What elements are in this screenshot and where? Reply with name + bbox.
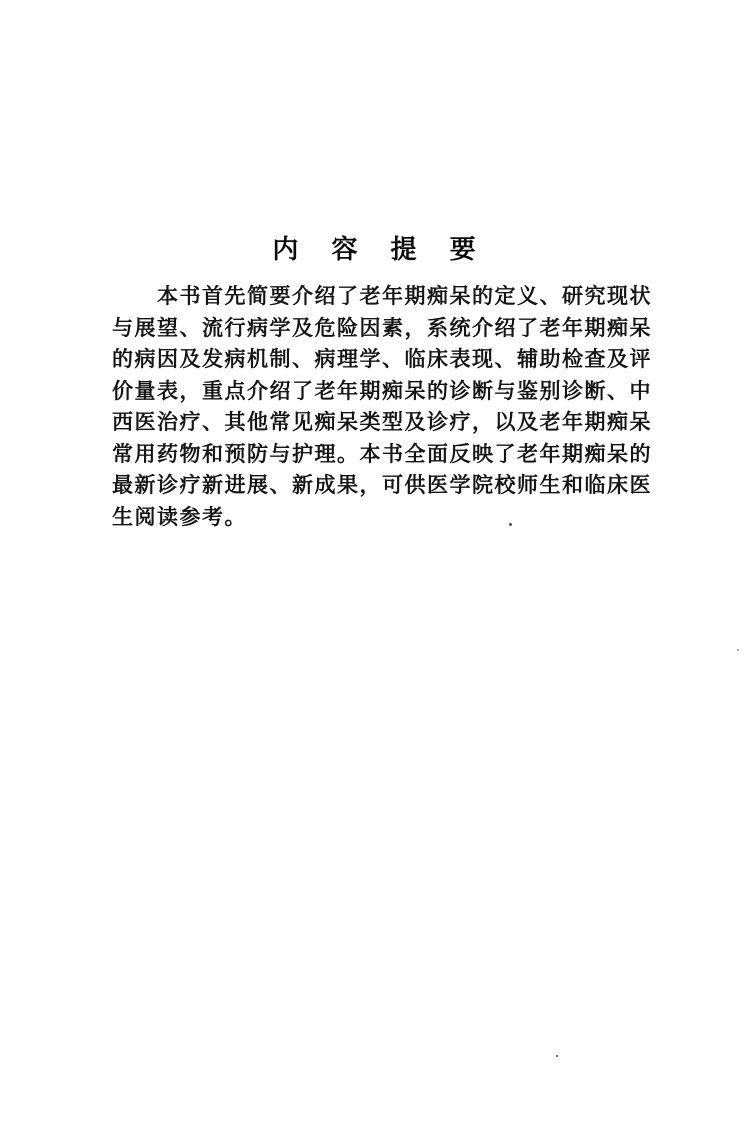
scan-speck <box>556 1055 558 1057</box>
scan-speck <box>509 523 512 526</box>
abstract-paragraph: 本书首先简要介绍了老年期痴呆的定义、研究现状与展望、流行病学及危险因素，系统介绍了老年期痴呆的病因及发病机制、病理学、临床表现、辅助检查及评价量表，重点介绍了老年期痴呆的诊断与鉴别诊断、中西医治疗、其他常见痴呆类型及诊疗，以及老年期痴呆常用药物和预防与护理。本书全面反映了老年期痴呆的最新诊疗新进展、新成果，可供医学院校师生和临床医生阅读参考。 <box>112 283 652 529</box>
page-title: 内 容 提 要 <box>272 235 488 266</box>
scan-speck <box>737 649 739 651</box>
abstract-section <box>112 280 652 532</box>
